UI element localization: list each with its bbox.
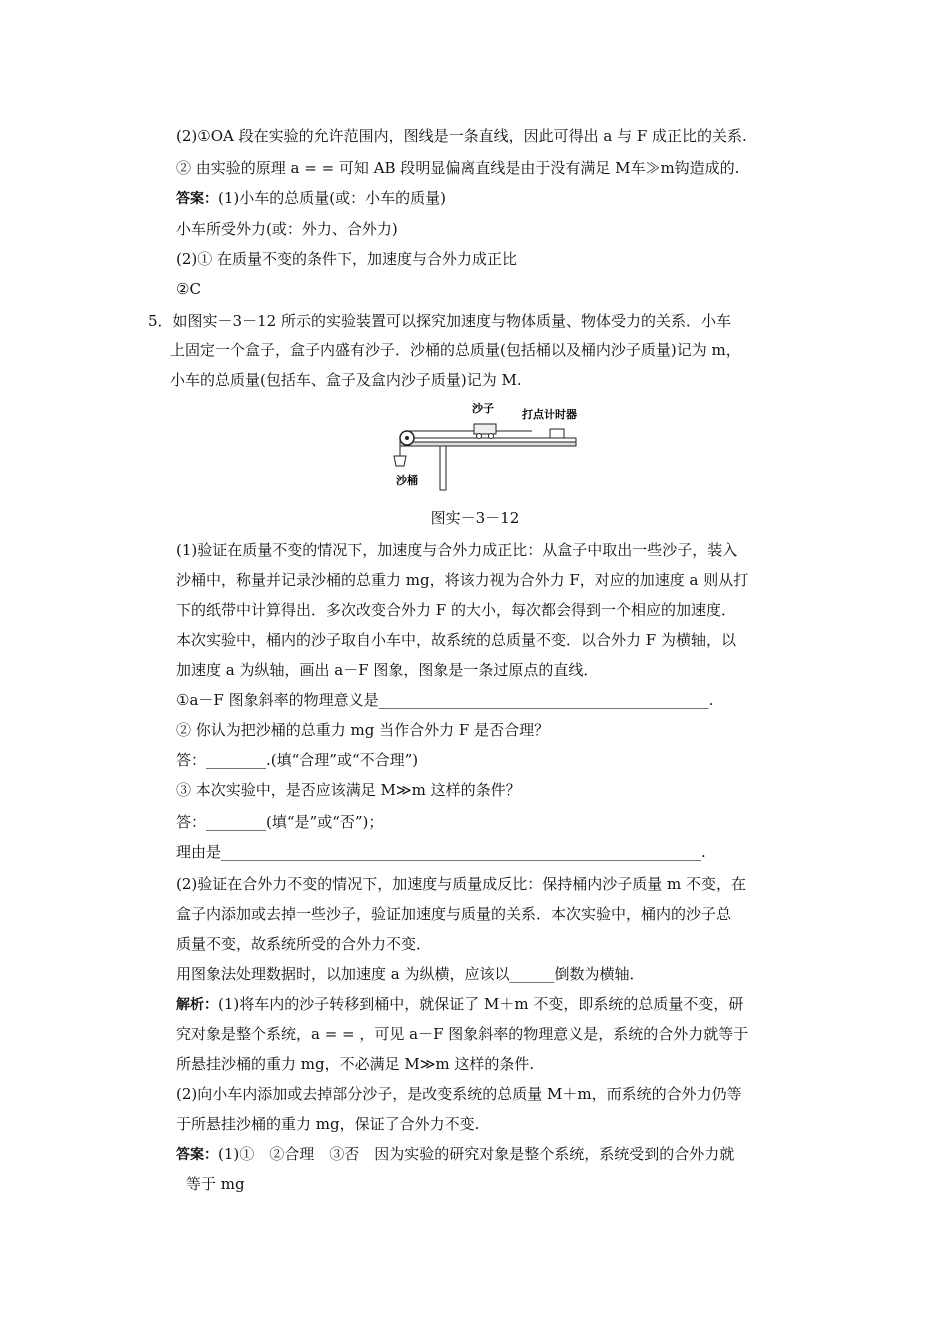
text-line: 用图象法处理数据时，以加速度 a 为纵横，应该以______倒数为横轴． [176, 965, 645, 983]
text-line: 质量不变，故系统所受的合外力不变． [176, 935, 432, 953]
analysis-line [176, 994, 743, 1015]
answer-text: (1)小车的总质量(或：小车的质量) [218, 189, 446, 207]
text-line: 答：________.(填“合理”或“不合理”) [176, 751, 419, 769]
text-line: 等于 mg [186, 1175, 245, 1193]
text-line: 理由是________________________________________________________________. [176, 843, 706, 861]
text-line: (2)①OA 段在实验的允许范围内，图线是一条直线，因此可得出 a 与 F 成正比的关系. [176, 127, 747, 145]
text-line: ②C [176, 280, 201, 298]
text-line: (2)向小车内添加或去掉部分沙子，是改变系统的总质量 M＋m，而系统的合外力仍等 [176, 1085, 742, 1103]
answer-label: 答案： [176, 191, 218, 207]
experiment-figure [392, 400, 582, 492]
text-line: ③ 本次实验中，是否应该满足 M≫m 这样的条件？ [176, 781, 521, 799]
text-line: ①a－F 图象斜率的物理意义是____________________________________________. [176, 691, 714, 709]
text-line: 盒子内添加或去掉一些沙子，验证加速度与质量的关系．本次实验中，桶内的沙子总 [176, 905, 732, 923]
analysis-label: 解析： [176, 997, 218, 1013]
label-sand: 沙子 [472, 402, 494, 415]
text-line: 本次实验中，桶内的沙子取自小车中，故系统的总质量不变．以合外力 F 为横轴，以 [176, 631, 736, 649]
text-line: ② 由实验的原理 a = = 可知 AB 段明显偏离直线是由于没有满足 M车≫m钩造成的. [176, 159, 740, 177]
answer-text: (1)① ②合理 ③否 因为实验的研究对象是整个系统，系统受到的合外力就 [218, 1145, 735, 1163]
text-line: 究对象是整个系统，a = = ，可见 a－F 图象斜率的物理意义是，系统的合外力就等于 [176, 1025, 749, 1043]
question-5-line: 5．如图实－3－12 所示的实验装置可以探究加速度与物体质量、物体受力的关系．小车 [148, 312, 731, 330]
label-timer: 打点计时器 [522, 408, 577, 421]
figure-caption: 图实－3－12 [430, 509, 520, 527]
text-line: 于所悬挂沙桶的重力 mg，保证了合外力不变. [176, 1115, 480, 1133]
text-line: (2)验证在合外力不变的情况下，加速度与质量成反比：保持桶内沙子质量 m 不变，在 [176, 875, 747, 893]
answer-line [176, 1144, 734, 1165]
text-line: 小车所受外力(或：外力、合外力) [176, 220, 398, 238]
text-line: 下的纸带中计算得出．多次改变合外力 F 的大小，每次都会得到一个相应的加速度． [176, 601, 736, 619]
text-line: 小车的总质量(包括车、盒子及盒内沙子质量)记为 M. [170, 371, 522, 389]
text-line: 加速度 a 为纵轴，画出 a－F 图象，图象是一条过原点的直线． [176, 661, 599, 679]
text-line: (2)① 在质量不变的条件下，加速度与合外力成正比 [176, 250, 518, 268]
text-line: (1)验证在质量不变的情况下，加速度与合外力成正比：从盒子中取出一些沙子，装入 [176, 541, 738, 559]
text-line: ② 你认为把沙桶的总重力 mg 当作合外力 F 是否合理？ [176, 721, 550, 739]
text-line: 所悬挂沙桶的重力 mg，不必满足 M≫m 这样的条件. [176, 1055, 535, 1073]
text-line: 上固定一个盒子，盒子内盛有沙子．沙桶的总质量(包括桶以及桶内沙子质量)记为 m， [170, 341, 741, 359]
text-line: 沙桶中，称量并记录沙桶的总重力 mg，将该力视为合外力 F，对应的加速度 a 则从打 [176, 571, 749, 589]
answer-line [176, 188, 446, 209]
apparatus-diagram [392, 400, 582, 492]
label-bucket: 沙桶 [396, 474, 418, 487]
analysis-text: (1)将车内的沙子转移到桶中，就保证了 M＋m 不变，即系统的总质量不变，研 [218, 995, 744, 1013]
text-line: 答：________(填“是”或“否”)； [176, 813, 384, 831]
answer-label: 答案： [176, 1147, 218, 1163]
